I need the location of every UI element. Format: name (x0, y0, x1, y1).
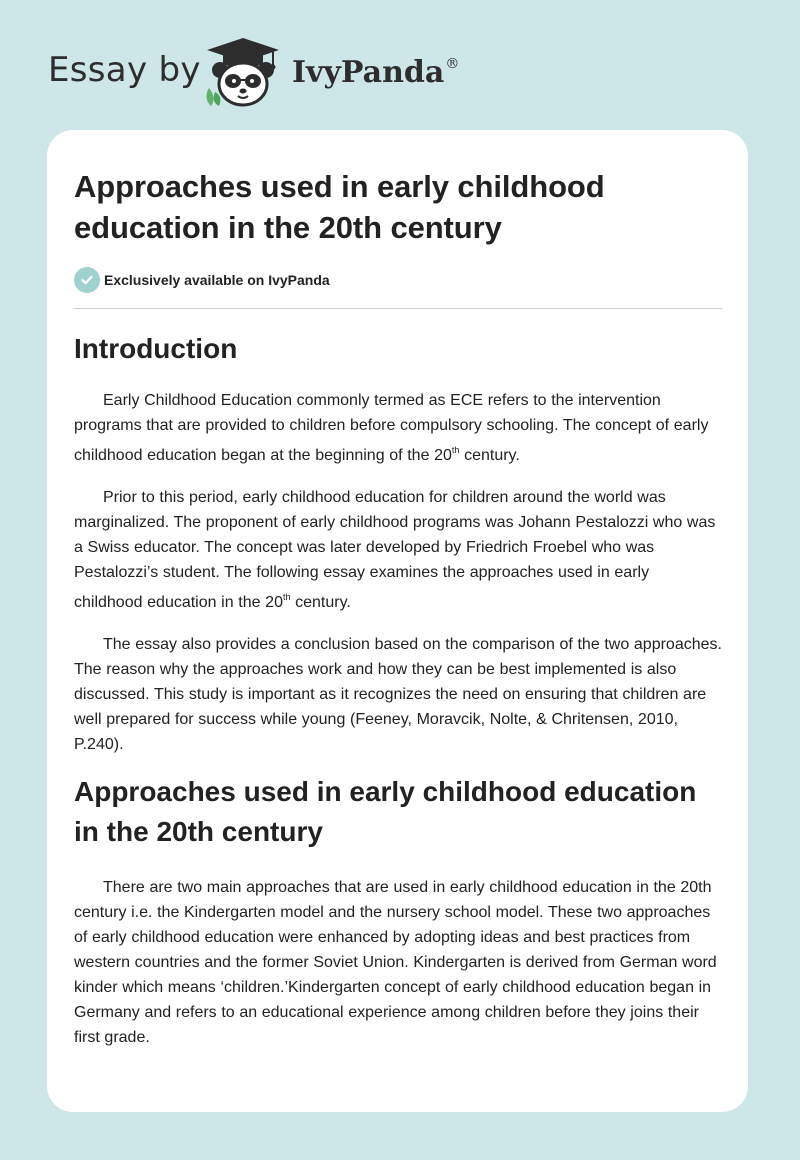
section-heading: Approaches used in early childhood education in the 20th century (74, 776, 697, 847)
paragraph: There are two main approaches that are used in early childhood education in the 20th century i.e. the Kindergarten model and the nursery school model. These two approaches of early childhood education were enhanced by adopting ideas and best practices from western countries and the former Soviet Union. Kindergarten is derived from German word kinder which means ‘children.’Kindergarten concept of early childhood education began in Germany and refers to an educational experience among children before they joins their first grade. (74, 879, 717, 1046)
paragraph-text: century. (290, 594, 351, 611)
section-introduction (74, 329, 722, 757)
exclusive-label: Exclusively available on IvyPanda (104, 272, 330, 288)
paragraph-text: century. (459, 447, 520, 464)
section-approaches (74, 772, 722, 1050)
brand-name-text: IvyPanda (292, 55, 445, 90)
article-card (47, 130, 748, 1112)
paragraph-text: Prior to this period, early childhood education for children around the world was marginalized. The proponent of early childhood programs was Johann Pestalozzi who was a Swiss educator. The concept was later developed by Friedrich Froebel who was Pestalozzi’s student. The following essay examines the approaches used in early childhood education in the 20 (74, 489, 716, 611)
article-title: Approaches used in early childhood education in the 20th century (74, 169, 605, 245)
panda-graduate-logo-icon[interactable] (203, 36, 283, 108)
site-header (0, 0, 800, 130)
paragraph: The essay also provides a conclusion based on the comparison of the two approaches. The reason why the approaches work and how they can be best implemented is also discussed. This study is important as it recognizes the need on ensuring that children are well prepared for success while young (Feeney, Moravcik, Nolte, & Chritensen, 2010, P.240). (74, 636, 722, 753)
paragraph (74, 388, 722, 468)
paragraph (74, 485, 722, 615)
section-body (74, 388, 722, 757)
superscript: th (451, 445, 460, 455)
section-heading: Introduction (74, 333, 238, 364)
superscript: th (282, 592, 291, 602)
brand-prefix: Essay by (48, 50, 201, 90)
trademark-symbol: ® (445, 56, 460, 72)
exclusive-badge (74, 267, 722, 293)
paragraph-text: Early Childhood Education commonly termed as ECE refers to the intervention programs that are provided to children before compulsory schooling. The concept of early childhood education began at the beginning of the 20 (74, 392, 709, 464)
divider (74, 308, 722, 309)
section-body (74, 875, 722, 1050)
check-circle-icon (74, 267, 100, 293)
brand-name[interactable] (292, 55, 459, 90)
